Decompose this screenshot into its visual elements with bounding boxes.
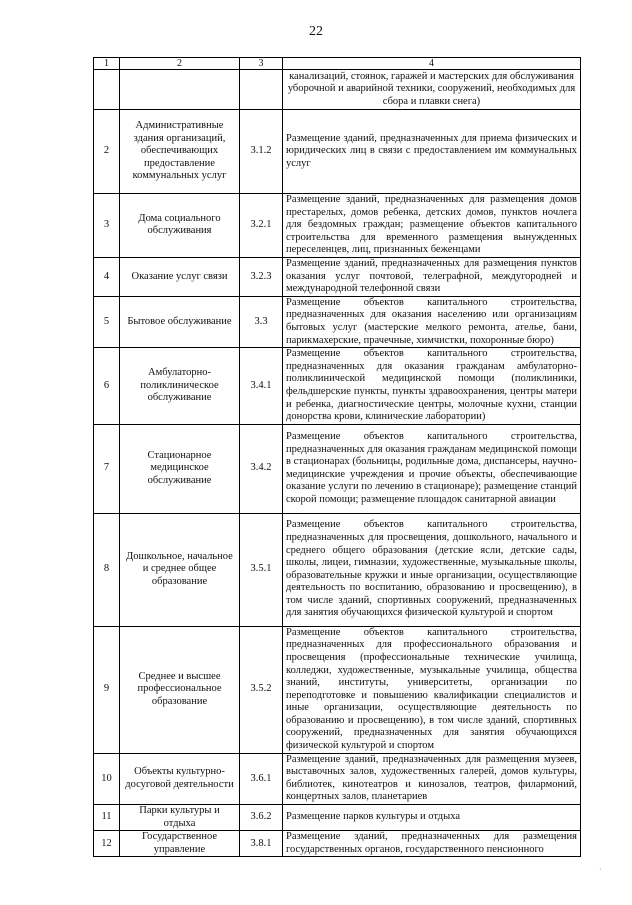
table-row [94,296,581,347]
use-description: Размещение объектов капитального строительства, предназначенных для оказания населению или организациям бытовых услуг (мастерские мелкого ремонта, ателье, бани, парикмахерские, прачечные, химчистки, похоронные бюро) [283,296,581,347]
column-header: 2 [120,58,240,70]
permitted-use-name: Стационарное медицинское обслуживание [120,424,240,513]
table-row [94,194,581,258]
permitted-use-name: Административные здания организаций, обеспечивающих предоставление коммунальных услуг [120,110,240,194]
column-header: 3 [240,58,283,70]
header-row [94,58,581,70]
use-code: 3.8.1 [240,831,283,857]
use-description: Размещение объектов капитального строительства, предназначенных для оказания гражданам медицинской помощи в стационарах (больницы, родильные дома, диспансеры, научно-медицинские учреждения и прочие объекты, обеспечивающие оказание услуги по лечению в стационаре); размещение станций скорой помощи; размещение площадок санитарной авиации [283,424,581,513]
row-number: 7 [94,424,120,513]
row-number: 5 [94,296,120,347]
use-description: Размещение зданий, предназначенных для размещения государственных органов, государственного пенсионного [283,831,581,857]
permitted-use-name: Дома социального обслуживания [120,194,240,258]
use-code: 3.2.3 [240,257,283,296]
use-code: 3.5.1 [240,513,283,626]
table-row [94,753,581,804]
continuation-row [94,70,581,110]
table-row [94,110,581,194]
use-description: Размещение парков культуры и отдыха [283,805,581,831]
column-header: 4 [283,58,581,70]
use-description: Размещение зданий, предназначенных для размещения пунктов оказания услуг почтовой, телеграфной, междугородней и международной телефонной связи [283,257,581,296]
row-number: 11 [94,805,120,831]
cell-name [120,70,240,110]
cell-code [240,70,283,110]
row-number: 2 [94,110,120,194]
table-row [94,424,581,513]
use-code: 3.4.2 [240,424,283,513]
table-row [94,513,581,626]
use-description: Размещение зданий, предназначенных для размещения музеев, выставочных залов, художественных галерей, домов культуры, библиотек, кинотеатров и кинозалов, театров, филармоний, концертных залов, планетариев [283,753,581,804]
permitted-use-name: Амбулаторно-поликлиническое обслуживание [120,348,240,425]
row-number: 3 [94,194,120,258]
use-code: 3.2.1 [240,194,283,258]
table-row [94,831,581,857]
use-description: Размещение зданий, предназначенных для размещения домов престарелых, домов ребенка, детских домов, пунктов ночлега для бездомных граждан; размещение объектов капитального строительства для временного размещения вынужденных переселенцев, лиц, признанных беженцами [283,194,581,258]
use-code: 3.4.1 [240,348,283,425]
use-code: 3.5.2 [240,626,283,753]
cell-num [94,70,120,110]
use-code: 3.6.2 [240,805,283,831]
permitted-use-name: Объекты культурно-досуговой деятельности [120,753,240,804]
row-number: 10 [94,753,120,804]
row-number: 9 [94,626,120,753]
use-code: 3.3 [240,296,283,347]
permitted-use-name: Среднее и высшее профессиональное образование [120,626,240,753]
use-description: Размещение зданий, предназначенных для приема физических и юридических лиц в связи с предоставлением им коммунальных услуг [283,110,581,194]
permitted-use-name: Парки культуры и отдыха [120,805,240,831]
use-description: Размещение объектов капитального строительства, предназначенных для оказания гражданам амбулаторно-поликлинической медицинской помощи (поликлиники, фельдшерские пункты, пункты здравоохранения, центры матери и ребенка, диагностические центры, молочные кухни, станции донорства крови, клинические лаборатории) [283,348,581,425]
use-description: Размещение объектов капитального строительства, предназначенных для профессионального образования и просвещения (профессиональные технические училища, колледжи, художественные, музыкальные училища, общества знаний, институты, университеты, организации по переподготовке и повышению квалификации специалистов и иные организации, осуществляющие деятельность по образованию и просвещению), в том числе зданий, спортивных сооружений, предназначенных для занятия обучающихся физической культурой и спортом [283,626,581,753]
permitted-use-name: Дошкольное, начальное и среднее общее образование [120,513,240,626]
page-number: 22 [309,24,323,39]
table-row [94,257,581,296]
table-row [94,805,581,831]
row-number: 6 [94,348,120,425]
use-code: 3.1.2 [240,110,283,194]
use-code: 3.6.1 [240,753,283,804]
use-description: Размещение объектов капитального строительства, предназначенных для просвещения, дошкольного, начального и среднего общего образования (детские ясли, детские сады, школы, лицеи, гимназии, художественные, музыкальные школы, образовательные кружки и иные организации, осуществляющие деятельность по воспитанию, образованию и просвещению), в том числе зданий, спортивных сооружений, предназначенных для занятия обучающихся физической культурой и спортом [283,513,581,626]
row-number: 4 [94,257,120,296]
table-row [94,348,581,425]
zoning-table [93,57,581,857]
row-number: 12 [94,831,120,857]
permitted-use-name: Государственное управление [120,831,240,857]
table-row [94,626,581,753]
column-header: 1 [94,58,120,70]
row-number: 8 [94,513,120,626]
permitted-use-name: Оказание услуг связи [120,257,240,296]
cell-description: канализаций, стоянок, гаражей и мастерских для обслуживания уборочной и аварийной техники, сооружений, необходимых для сбора и плавки снега) [283,70,581,110]
corner-mark: · [599,865,602,874]
permitted-use-name: Бытовое обслуживание [120,296,240,347]
